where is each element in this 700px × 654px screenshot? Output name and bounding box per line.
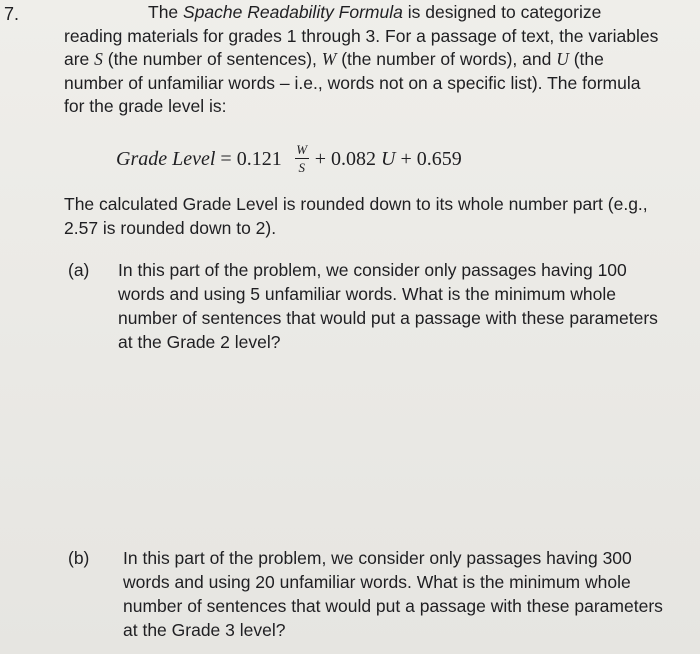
intro-text-4: (the number of words), and: [336, 49, 557, 69]
fraction-denominator: S: [298, 160, 305, 175]
problem-number: 7.: [4, 4, 20, 24]
fraction-numerator: W: [296, 142, 308, 157]
part-b-label: (b): [68, 548, 90, 568]
intro-text-1: The: [148, 2, 184, 22]
part-a-question: In this part of the problem, we consider only passages having 100 words and using 5 unfamiliar words. What is the minimum whole number of sentences that would put a passage with these parameters at the Grade 2 level?: [118, 260, 658, 352]
rounding-note: The calculated Grade Level is rounded down to its whole number part (e.g., 2.57 is rounded down to 2).: [64, 194, 648, 238]
formula-var-u: U: [380, 147, 396, 170]
part-a-label: (a): [68, 260, 90, 280]
var-w: W: [321, 49, 337, 69]
var-u: U: [556, 49, 569, 69]
grade-level-formula: [116, 143, 462, 174]
var-s: S: [94, 49, 103, 69]
part-b-question: In this part of the problem, we consider only passages having 300 words and using 20 unfamiliar words. What is the minimum whole number of sentences that would put a passage with these parameters at the Grade 3 level?: [123, 548, 663, 640]
formula-term-2: + 0.082: [314, 147, 381, 170]
formula-fraction: [295, 143, 309, 174]
intro-text-5: (the number of unfamiliar words – i.e., words not on a specific list). The formula for the grade level is:: [64, 49, 641, 116]
formula-name: Spache Readability Formula: [183, 2, 403, 22]
problem-intro: [64, 1, 664, 119]
intro-text-3: (the number of sentences),: [102, 49, 322, 69]
fraction-bar: [295, 158, 309, 159]
intro-text-2: is designed to categorize reading materials for grades 1 through 3. For a passage of text, the variables are: [64, 2, 659, 69]
formula-coefficient: = 0.121: [215, 147, 287, 170]
formula-lhs: Grade Level: [116, 147, 216, 170]
formula-constant: + 0.659: [395, 147, 462, 170]
